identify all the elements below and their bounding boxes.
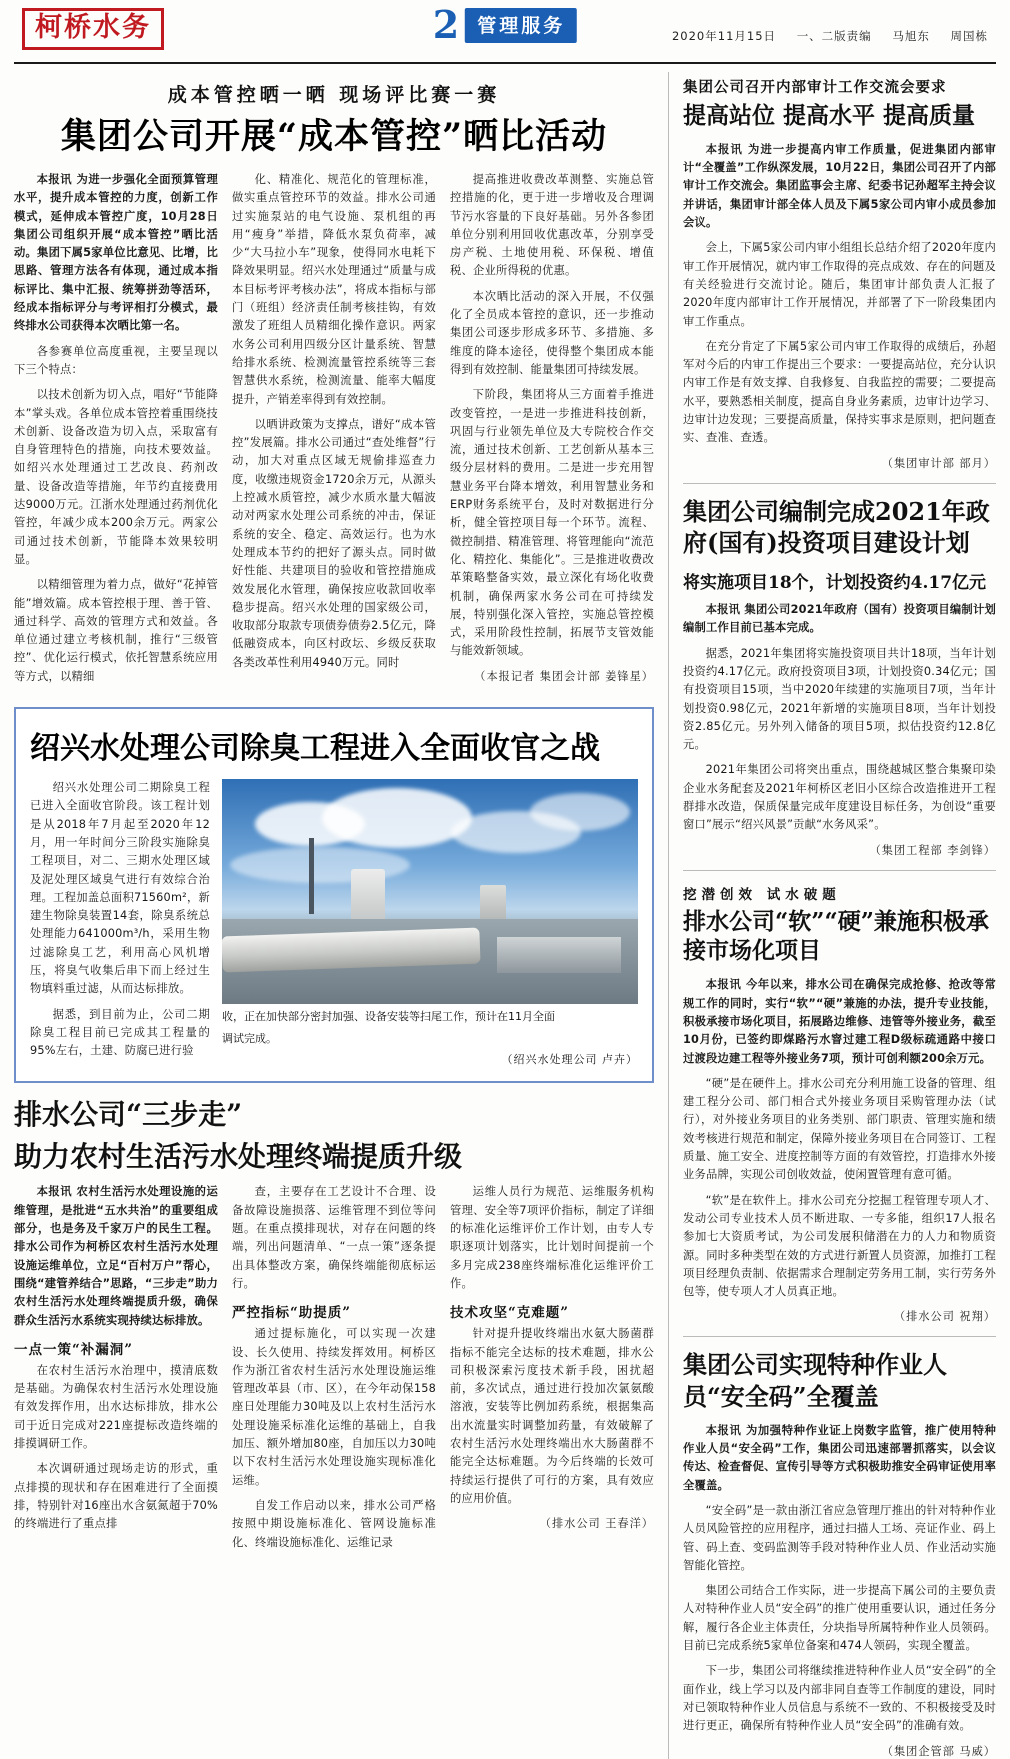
feature-caption: 收，正在加快部分密封加强、设备安装等扫尾工作，预计在11月全面 [222, 1010, 555, 1024]
lead-byline: （本报记者 集团会计部 姜锋星） [474, 669, 654, 683]
right-byline-3: （排水公司 祝翔） [893, 1310, 996, 1324]
paragraph: 本报讯 集团公司2021年政府（国有）投资项目编制计划编制工作目前已基本完成。 [683, 603, 996, 635]
paragraph: 各参赛单位高度重视，主要呈现以下三个特点： [14, 344, 218, 376]
lead-kicker: 成本管控晒一晒 现场评比赛一赛 [167, 84, 501, 106]
bottom-headline-line1: 排水公司“三步走” [14, 1098, 243, 1132]
bottom-byline: （排水公司 王春洋） [539, 1517, 654, 1531]
paragraph: 运维人员行为规范、运维服务机构管理、安全等7项评价指标，制定了详细的标准化运维评价工作计划，由专人专职逐项计划落实，比计划时间提前一个多月完成238座终端标准化运维评价工作。 [450, 1185, 654, 1290]
right-article-1 [683, 76, 996, 471]
lead-col-3 [450, 171, 654, 693]
paragraph: 本报讯 农村生活污水处理设施的运维管理，是批进“五水共治”的重要组成部分，也是务及千家万户的民生工程。排水公司作为柯桥区农村生活污水处理设施运维单位，立足“百村万户”帮心，围绕“建管养结合”思路，“三步走”助力农村生活污水处理终端提质升级，确保群众生活污水系统实现持续达标排放。 [14, 1185, 218, 1327]
paragraph: 通过提标施化，可以实现一次建设、长久使用、持续发挥效用。柯桥区作为浙江省农村生活污水处理设施运维管理改革县（市、区），在今年动保158座日处理能力30吨及以上农村生活污水处理设施采标准化运维的基础上，自我加压、额外增加80座，自加压以力30吨以下农村生活污水处理设施实现标准化运维。 [232, 1327, 436, 1487]
paragraph: 本报讯 今年以来，排水公司在确保完成抢修、抢改等常规工作的同时，实行“软”“硬”兼施的办法，提升专业技能，积极承接市场化项目，拓展路边维修、违管等外接业务，截至10月份，已签约即煤路污水窨过建工程D级标疏通路中接口过渡段边建工程等外接业务7项，预计可创利额200余万元。 [683, 978, 996, 1065]
paragraph: 查，主要存在工艺设计不合理、设备故障设施损落、运维管理不到位等问题。在重点摸排现状，对存在问题的终端，列出问题清单、“一点一策”逐条提出具体整改方案，确保终端能彻底标运行。 [232, 1185, 436, 1290]
feature-photo [222, 779, 638, 1004]
bottom-subhead-2: 严控指标“助提质” [232, 1305, 352, 1322]
right-byline-2: （集团工程部 李剑锋） [869, 843, 996, 857]
paragraph: 本次调研通过现场走访的形式，重点排摸的现状和存在困难进行了全面摸排，特别针对16座出水含氨氮超于70%的终端进行了重点排 [14, 1462, 218, 1531]
editor-name-2: 周国栋 [950, 29, 988, 43]
right-article-2 [683, 496, 996, 858]
right-headline-2: 集团公司编制完成2021年政府(国有)投资项目建设计划 [683, 496, 990, 557]
paragraph: 下阶段，集团将从三方面着手推进改变管控，一是进一步推进科技创新，巩固与行业领先单位及大专院校合作交流，通过技术创新、工艺创新从基本三级分层材料的费用。二是进一步充用智慧业务平台降本增效，利用智慧业务和ERP财务系统平台，及时对数据进行分析，健全管控项目每一个环节。流程、微控制措、精准管理、将管理能向“流范化、精控化、集能化”。三是推进收费改革策略整备实效，最立深化有场化收费机制，确保两家水务公司在可持续发展，特别强化深入管控，实施总管控模式，采用阶段性控制，拓展节支管效能与能效新领域。 [450, 388, 654, 658]
bottom-subhead-3: 技术攻坚“克难题” [450, 1305, 570, 1322]
page-indicator [432, 2, 577, 47]
right-column [669, 72, 996, 1759]
paragraph: “安全码”是一款由浙江省应急管理厅推出的针对特种作业人员风险管控的应用程序，通过扫描人工场、亮证作业、码上管、码上查、变码监测等手段对特种作业人员、作业活动实施智能化管控。 [683, 1503, 996, 1572]
editor-label: 一、二版责编 [796, 29, 872, 43]
lead-col-1 [14, 171, 218, 693]
feature-body [30, 779, 638, 1067]
paragraph: “硬”是在硬件上。排水公司充分利用施工设备的管理、组建工程分公司、部门相合式外接业务项目采购管理办法（试行），对外接业务项目的业务类别、部门职责、管理实施和绩效考核进行规范和制定，保障外接业务项目在合同签订、工程质量、施工安全、进度控制等方面的有效管控，打造排水外接业务品牌，实现公司创收效益，使闲置管理有意可循。 [683, 1076, 996, 1182]
page-number: 2 [432, 2, 460, 47]
section-tag: 管理服务 [465, 8, 577, 43]
editor-name-1: 马旭东 [892, 29, 930, 43]
left-column [14, 72, 669, 1759]
divider [683, 1336, 996, 1337]
paragraph: 针对提升提收终端出水氨大肠菌群指标不能完全达标的技术难题，排水公司积极深索污度技术新手段，困扰超前，多次试点，通过进行投加次氯氨酸溶液，安装等比例加药系统，根据集高出水流量实时调整加药量，有效破解了农村生活污水处理终端出水大肠菌群不能完全达标难题。为今后终端的长效可持续运行提供了可行的方案，具有效应的应用价值。 [450, 1327, 654, 1505]
lead-article-columns [14, 171, 654, 693]
right-article-3 [683, 883, 996, 1325]
right-headline-4: 集团公司实现特种作业人员“安全码”全覆盖 [683, 1350, 947, 1411]
lead-headline: 集团公司开展“成本管控”晒比活动 [60, 116, 608, 157]
paragraph: 以技术创新为切入点，唱好“节能降本”掌头戏。各单位成本管控着重围绕技术创新、设备改造为切入点，采取富有自身管理特色的措施，向技术要效益。如绍兴水处理通过工艺改良、药剂改量、设备改造等措施，年节约直接费用达9000万元。江浙水处理通过药剂优化管控，年减少成本200余万元。两家公司通过技术创新，节能降本效果较明显。 [14, 388, 218, 566]
paragraph: 集团公司结合工作实际，进一步提高下属公司的主要负责人对特种作业人员“安全码”的推广使用重要认识，通过任务分解，履行各企业主体责任，分块指导所属特种作业人员领码。目前已完成系统5家单位备案和474人领码，实现全覆盖。 [683, 1584, 996, 1653]
issue-info [656, 28, 988, 44]
right-byline-1: （集团审计部 部月） [881, 456, 996, 470]
feature-article [14, 707, 654, 1083]
publication-logo: 柯桥水务 [22, 8, 164, 50]
feature-photo-wrap [222, 779, 638, 1067]
paragraph: 下一步，集团公司将继续推进特种作业人员“安全码”的全面作业，线上学习以及内部非同自查等工作制度的建设，同时对已领取特种作业人员信息与系统不一致的、不积极接受及时进行更正，确保所有特种作业人员“安全码”的准确有效。 [683, 1664, 996, 1733]
bottom-col-1 [14, 1183, 218, 1558]
paragraph: 2021年集团公司将突出重点，围绕越城区整合集聚印染企业水务配套及2021年柯桥区老旧小区综合改造推进开工程群排水改造，保质保量完成年度建设目标任务，为创设“重要窗口”展示“绍兴风景”贡献“水务风采”。 [683, 763, 996, 832]
paragraph: 绍兴水处理公司二期除臭工程已进入全面收官阶段。该工程计划是从2018年7月起至2020年12月，用一年时间分三阶段实施除臭工程项目，对二、三期水处理区域及泥处理区域臭气进行有效综合治理。工程加盖总面积71560m²，新建生物除臭装置14套，除臭系统总处理能力641000m³/h，采用生物过滤除臭工艺，利用高心风机增压，将臭气收集后串下而上经过生物填料重过滤，从而达标排放。 [30, 781, 210, 996]
paragraph: 以晒讲政策为支撑点，谱好“成本管控”发展篇。排水公司通过“查处维督”行动，加大对重点区域无规偷排巡查力度，收缴违规资金1720余万元，从源头上控减水质管控，减少水质水量大幅波动对两家水处理公司系统的冲击，保证系统的安全、稳定、高效运行。也为水处理成本节约的把好了源头点。同时做好性能、共建项目的验收和管控措施成效发展化水管理，确保按应收款回收率稳步提高。绍兴水处理的国家级公司，收取部分取款专项债券债券2.5亿元，降低融资成本，向区村政坛、乡级反获取各类改革性利用4940万元。同时 [232, 417, 436, 669]
paragraph: 本报讯 为进一步提高内审工作质量，促进集团内部审计“全覆盖”工作纵深发展，10月22日，集团公司召开了内部审计工作交流会。集团监事会主席、纪委书记孙超军主持会议并讲话，集团审计部全体人员及下属5家公司内审小成员参加会议。 [683, 142, 996, 230]
feature-credit: （绍兴水处理公司 卢卉） [501, 1053, 638, 1067]
paragraph: 据悉，到目前为止，公司二期除臭工程目前已完成其工程量的95%左右，土建、防腐已进行验 [30, 1007, 210, 1058]
paragraph: 自发工作启动以来，排水公司严格按照中期设施标准化、管网设施标准化、终端设施标准化、运维记录 [232, 1498, 436, 1549]
feature-headline: 绍兴水处理公司除臭工程进入全面收官之战 [30, 731, 600, 767]
lead-col-2 [232, 171, 436, 693]
divider [683, 483, 996, 484]
right-byline-4: （集团企管部 马威） [881, 1744, 996, 1758]
right-subhead-2: 将实施项目18个，计划投资约4.17亿元 [683, 573, 987, 594]
paragraph: 会上，下属5家公司内审小组组长总结介绍了2020年度内审工作开展情况，就内审工作取得的亮点成效、存在的问题及有关经验进行交流讨论。随后，集团审计部负责人汇报了2020年度内部审计工作开展情况，并部署了下一阶段集团内审工作重点。 [683, 241, 996, 328]
bottom-article-columns [14, 1183, 654, 1558]
right-kicker-1: 集团公司召开内部审计工作交流会要求 [683, 79, 947, 96]
paragraph: 本次晒比活动的深入开展，不仅强化了全员成本管控的意识，还一步推动集团公司逐步形成多环节、多措施、多维度的降本途径，使得整个集团成本能得到有效控制、能量集团可持续发展。 [450, 289, 654, 376]
masthead [14, 0, 996, 64]
paragraph: 据悉，2021年集团将实施投资项目共计18项，当年计划投资约4.17亿元。政府投资项目3项，计划投资0.34亿元；国有投资项目15项，当中2020年续建的实施项目7项，当年计划投资0.98亿元，2021年新增的实施项目8项，当年计划投资2.85亿元。另外列入储备的项目5项，拟估投资约12.8亿元。 [683, 646, 996, 752]
paragraph: 提高推进收费改革测整、实施总管控措施的化，更于进一步增收及合理调节污水容量的下良好基础。另外各参团单位分别利用回收优惠改革，分别享受房产税、土地使用税、环保税、增值税、企业所得税的优惠。 [450, 173, 654, 278]
paragraph: 在充分肯定了下属5家公司内审工作取得的成绩后，孙超军对今后的内审工作提出三个要求：一要提高站位，充分认识内审工作是有效支撑、自我修复、自我监控的需要；二要提高水平，要熟悉相关制度，提高自身业务素质，边审计边学习、边审计边发现；三要提高质量，保持实事求是原则，把问题查实、查准、查透。 [683, 339, 996, 445]
paragraph: 以精细管理为着力点，做好“花掉管能”增效篇。成本管控根于理、善于管、通过科学、高效的管理方式和效益。各单位通过建立考核机制，推行“三级管控”、优化运行模式，依托智慧系统应用等方式，以精细 [14, 578, 218, 683]
paragraph: 本报讯 为加强特种作业证上岗数字监管，推广使用特种作业人员“安全码”工作，集团公司迅速部署抓落实，以会议传达、检查督促、宣传引导等方式积极助推安全码审证使用率全覆盖。 [683, 1423, 996, 1492]
issue-date: 2020年11月15日 [671, 29, 777, 43]
right-headline-3: 排水公司“软”“硬”兼施积极承接市场化项目 [683, 907, 989, 965]
feature-text [30, 779, 210, 1067]
paragraph: 化、精准化、规范化的管理标准，做实重点管控环节的效益。排水公司通过实施泵站的电气设施、泵机组的再用“瘦身”举措，降低水泵负荷率，减少“大马拉小车”现象，使得同水电耗下降效果明显。绍兴水处理通过“质量与成本目标考评考核办法”，将成本指标与部门（班组）经济责任制考核挂钩，有效激发了班组人员精细化操作意识。两家水务公司利用四级分区计量系统、智慧给排水系统、检测流量管控系统等三套智慧供水系统，检测流量、能率大幅度提升，产销差率得到有效控制。 [232, 173, 436, 406]
paragraph: 本报讯 为进一步强化全面预算管理水平，提升成本管控的力度，创新工作模式，延伸成本管控广度，10月28日集团公司组织开展“成本管控”晒比活动。集团下属5家单位比意见、比增，比思路、管理方法各有体现，通过成本指标评比、集中汇报、统筹拼劲等活环，经成本指标评分与考评相打分模式，最终排水公司获得本次晒比第一名。 [14, 173, 218, 333]
divider [683, 870, 996, 871]
feature-caption-2: 调试完成。 [222, 1031, 277, 1045]
bottom-subhead-1: 一点一策“补漏洞” [14, 1341, 134, 1358]
paragraph: “软”是在软件上。排水公司充分挖掘工程管理专项人才、发动公司专业技术人员不断进取、一专多能，组织17人报名参加七大资质考试，为公司发展积储潜在力的人力和物质资源。同时多种类型在效的方式进行新置人员资源，加推打工程项目经理负责制、依据需求合理制定劳务用工制，实行劳务外包等，使专项人才人员真正地。 [683, 1193, 996, 1299]
right-kicker-3: 挖潜创效 试水破题 [683, 886, 841, 903]
bottom-col-3 [450, 1183, 654, 1558]
right-article-4 [683, 1349, 996, 1758]
paragraph: 在农村生活污水治理中，摸清底数是基础。为确保农村生活污水处理设施有效发挥作用，出水达标排放，排水公司于近日完成对221座提标改造终端的排摸调研工作。 [14, 1363, 218, 1451]
page-body [14, 72, 996, 1759]
bottom-headline-line2: 助力农村生活污水处理终端提质升级 [14, 1140, 463, 1174]
right-headline-1: 提高站位 提高水平 提高质量 [683, 102, 976, 129]
bottom-col-2 [232, 1183, 436, 1558]
